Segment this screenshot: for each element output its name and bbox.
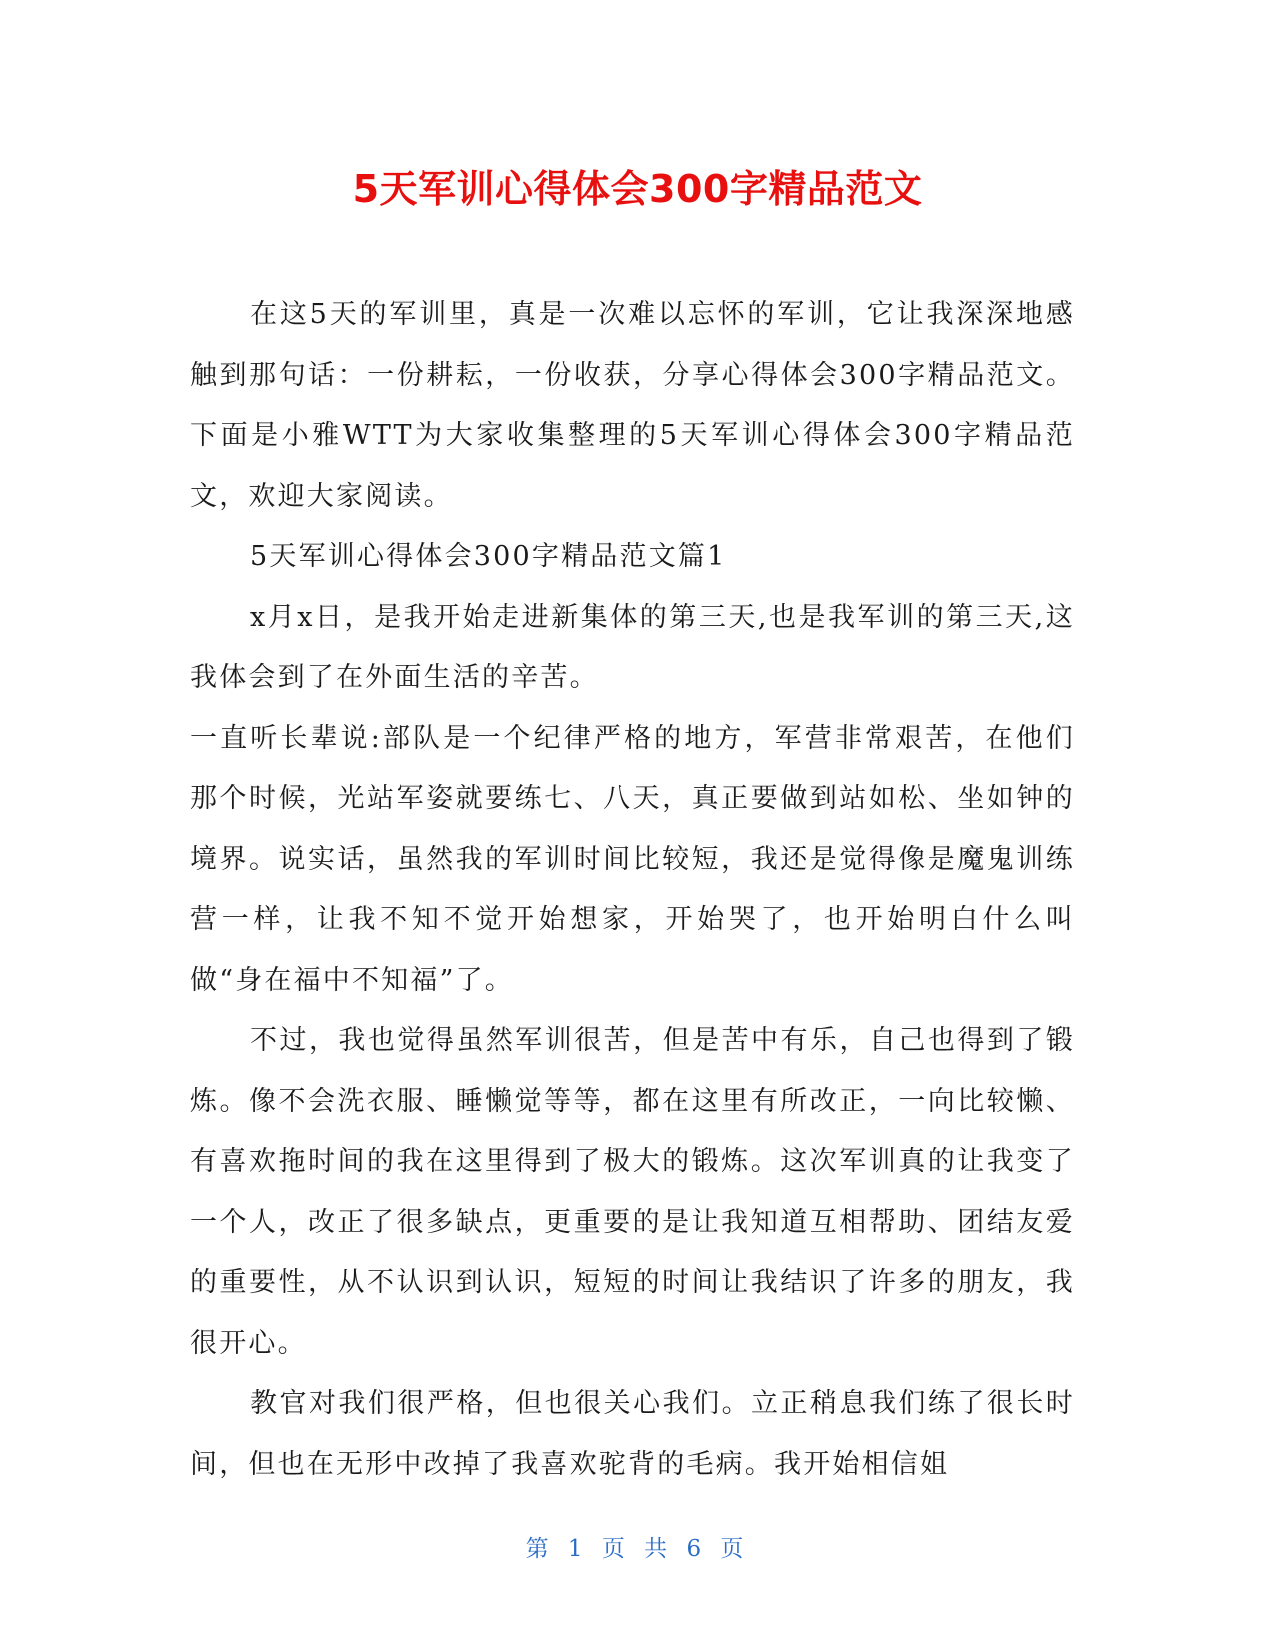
section-heading: 5天军训心得体会300字精品范文篇1 [250, 541, 727, 572]
page-number-footer: 第 1 页 共 6 页 [525, 1536, 750, 1562]
document-body [190, 285, 1075, 1495]
paragraph-intro: 在这5天的军训里，真是一次难以忘怀的军训，它让我深深地感触到那句话：一份耕耘，一份收获，分享心得体会300字精品范文。下面是小雅WTT为大家收集整理的5天军训心得体会300字精品范文，欢迎大家阅读。 [190, 299, 1075, 512]
paragraph-elders: 一直听长辈说:部队是一个纪律严格的地方，军营非常艰苦，在他们那个时候，光站军姿就要练七、八天，真正要做到站如松、坐如钟的境界。说实话，虽然我的军训时间比较短，我还是觉得像是魔鬼训练营一样，让我不知不觉开始想家，开始哭了，也开始明白什么叫做“身在福中不知福”了。 [190, 722, 1075, 996]
paragraph-date: x月x日，是我开始走进新集体的第三天,也是我军训的第三天,这我体会到了在外面生活的辛苦。 [190, 601, 1075, 693]
paragraph-instructor: 教官对我们很严格，但也很关心我们。立正稍息我们练了很长时间，但也在无形中改掉了我喜欢驼背的毛病。我开始相信姐 [190, 1388, 1075, 1480]
paragraph-training: 不过，我也觉得虽然军训很苦，但是苦中有乐，自己也得到了锻炼。像不会洗衣服、睡懒觉等等，都在这里有所改正，一向比较懒、有喜欢拖时间的我在这里得到了极大的锻炼。这次军训真的让我变了一个人，改正了很多缺点，更重要的是让我知道互相帮助、团结友爱的重要性，从不认识到认识，短短的时间让我结识了许多的朋友，我很开心。 [190, 1025, 1075, 1359]
document-title: 5天军训心得体会300字精品范文 [352, 167, 923, 211]
